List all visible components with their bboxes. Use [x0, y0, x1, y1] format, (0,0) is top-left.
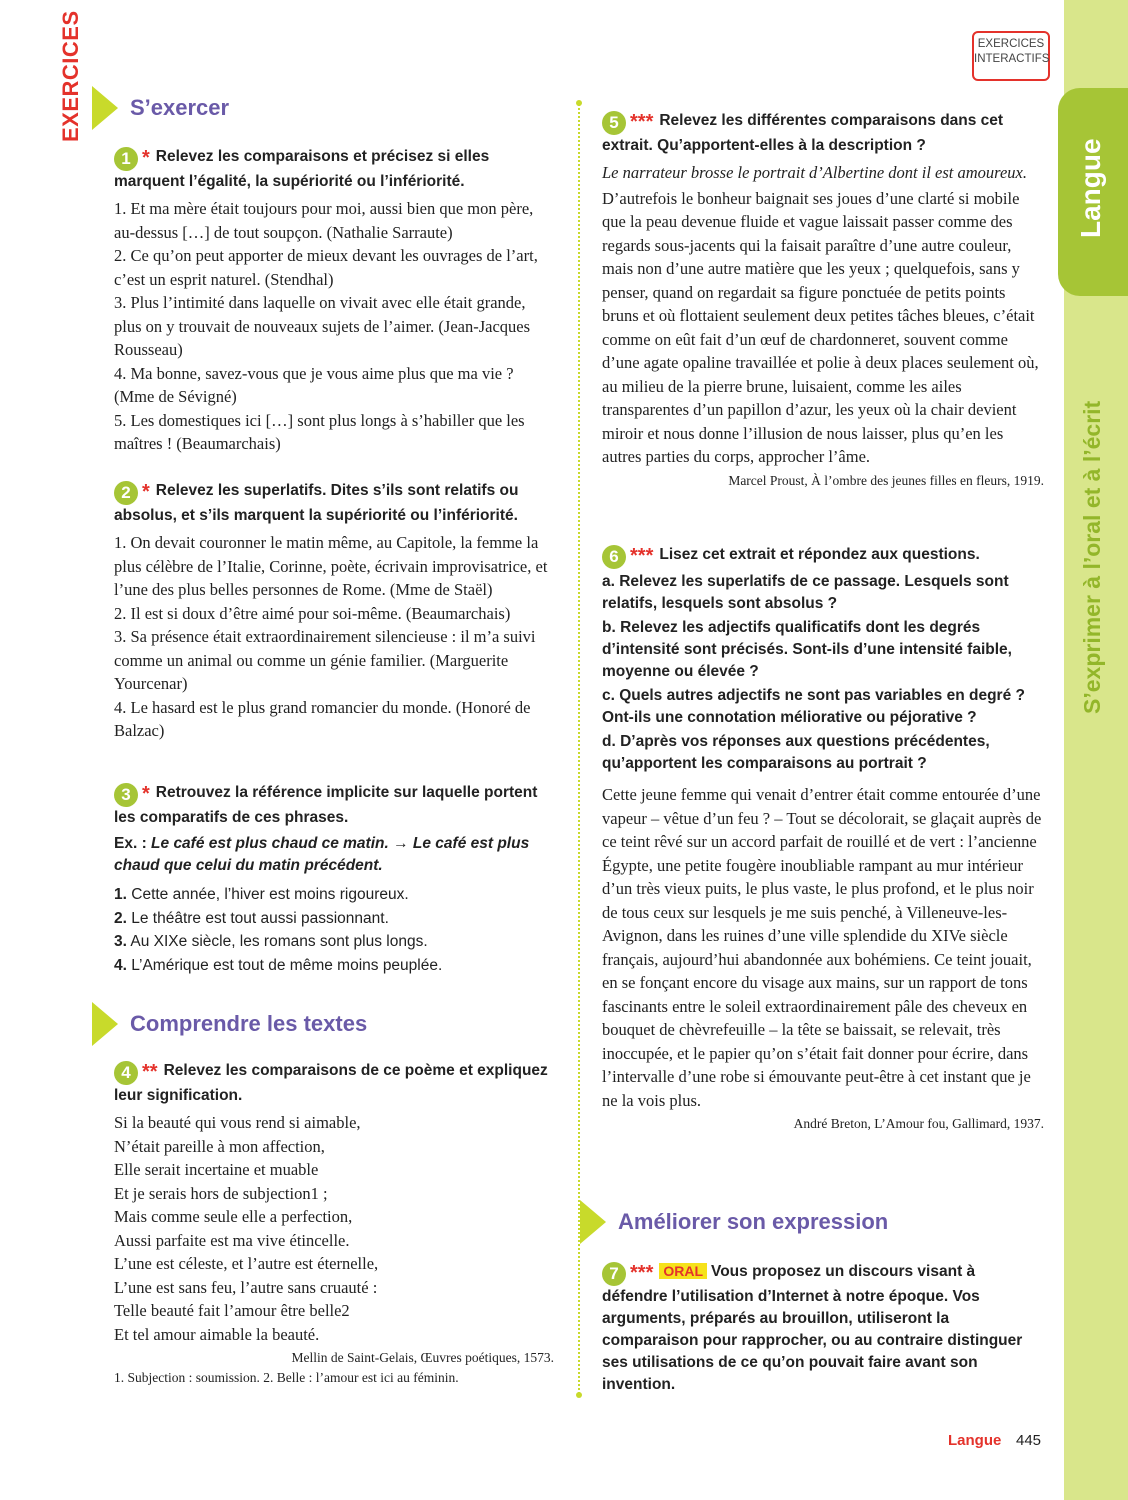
- page-number: 445: [1016, 1432, 1042, 1449]
- exercise-3-example: Ex. : Le café est plus chaud ce matin. → Le café est plus chaud que celui du matin précédent.: [114, 835, 530, 874]
- exercise-6: [602, 544, 1044, 1134]
- question: d. D’après vos réponses aux questions précédentes, qu’apportent les comparaisons au portrait ?: [602, 733, 990, 772]
- exercise-1-instruction: 1 * Relevez les comparaisons et précisez si elles marquent l’égalité, la supériorité ou l’infériorité.: [114, 147, 490, 190]
- list-item: 3. Sa présence était extraordinairement silencieuse : il m’a suivi comme un animal ou comme un génie familier. (Marguerite Yourcenar): [114, 627, 536, 693]
- poem-source: Mellin de Saint-Gelais, Œuvres poétiques, 1573.: [291, 1350, 554, 1365]
- difficulty-stars: ***: [630, 1262, 654, 1284]
- sidebar-section-title: S’exprimer à l’oral et à l’écrit: [1079, 400, 1105, 714]
- exercise-number-badge: 7: [602, 1262, 626, 1286]
- exercise-number-badge: 5: [602, 111, 626, 135]
- list-item: 3. Au XIXe siècle, les romans sont plus longs.: [114, 933, 428, 950]
- difficulty-stars: *: [142, 783, 150, 805]
- exercise-4: [114, 1060, 554, 1388]
- section-sexercer: [92, 86, 229, 130]
- tab-langue[interactable]: [1058, 88, 1128, 296]
- exercise-3-items: [114, 883, 554, 977]
- exercise-6-instruction: 6 *** Lisez cet extrait et répondez aux questions.: [602, 544, 1044, 569]
- difficulty-stars: *: [142, 481, 150, 503]
- exercise-2: [114, 480, 554, 743]
- list-item: 4. Ma bonne, savez-vous que je vous aime plus que ma vie ? (Mme de Sévigné): [114, 363, 514, 406]
- poem-line: Et tel amour aimable la beauté.: [114, 1324, 320, 1344]
- exercise-3-instruction: 3 * Retrouvez la référence implicite sur laquelle portent les comparatifs de ces phrases.: [114, 783, 538, 826]
- poem-line: Aussi parfaite est ma vive étincelle.: [114, 1230, 350, 1250]
- exercise-1: [114, 146, 554, 456]
- poem-line: Telle beauté fait l’amour être belle2: [114, 1301, 350, 1320]
- excerpt-intro: Le narrateur brosse le portrait d’Albertine dont il est amoureux.: [602, 163, 1027, 182]
- section-title: Comprendre les textes: [130, 1011, 368, 1036]
- poem: [114, 1111, 554, 1346]
- exercise-number-badge: 2: [114, 481, 138, 505]
- poem-line: Elle serait incertaine et muable: [114, 1160, 319, 1179]
- exercise-2-items: [114, 531, 554, 743]
- section-ameliorer: [580, 1200, 888, 1244]
- poem-line: Et je serais hors de subjection1 ;: [114, 1183, 328, 1203]
- exercise-3: [114, 782, 554, 977]
- footer-label: Langue: [948, 1432, 1002, 1449]
- exercise-1-items: [114, 197, 554, 456]
- section-title: Améliorer son expression: [618, 1209, 889, 1234]
- difficulty-stars: **: [142, 1061, 158, 1083]
- list-item: 3. Plus l’intimité dans laquelle on vivait avec elle était grande, plus on y trouvait de nouveaux sujets de l’aimer. (Jean-Jacques Rousseau): [114, 293, 531, 359]
- exercise-number-badge: 3: [114, 783, 138, 807]
- tab-langue-label: Langue: [1075, 138, 1106, 238]
- exercices-interactifs-button[interactable]: EXERCICES INTERACTIFS: [972, 31, 1050, 81]
- poem-line: Si la beauté qui vous rend si aimable,: [114, 1113, 361, 1132]
- list-item: 1. Cette année, l’hiver est moins rigoureux.: [114, 886, 409, 903]
- difficulty-stars: *: [142, 147, 150, 169]
- question: c. Quels autres adjectifs ne sont pas variables en degré ? Ont-ils une connotation méliorative ou péjorative ?: [602, 687, 1025, 726]
- list-item: 1. On devait couronner le matin même, au Capitole, la femme la plus célèbre de l’Italie, Corinne, poète, écrivain improvisatrice, et l’une des plus belles personnes de Rome. (Mme de Staël): [114, 533, 548, 599]
- exercise-7-instruction: 7 *** ORAL Vous proposez un discours visant à défendre l’utilisation d’Internet à notre époque. Vos arguments, préparés au brouillon, utiliseront la comparaison pour rapprocher, ou au contraire distinguer ses utilisations de ce qu’on pouvait faire avant son invention.: [602, 1262, 1023, 1393]
- list-item: 2. Le théâtre est tout aussi passionnant.: [114, 909, 389, 927]
- exercise-2-instruction: 2 * Relevez les superlatifs. Dites s’ils sont relatifs ou absolus, et s’ils marquent la supériorité ou l’infériorité.: [114, 481, 519, 524]
- list-item: 2. Ce qu’on peut apporter de mieux devant les ouvrages de l’art, c’est un esprit naturel. (Stendhal): [114, 246, 538, 289]
- exercise-number-badge: 1: [114, 147, 138, 171]
- exercise-number-badge: 6: [602, 545, 626, 569]
- exercise-4-instruction: 4 ** Relevez les comparaisons de ce poème et expliquez leur signification.: [114, 1061, 548, 1104]
- excerpt-source: André Breton, L’Amour fou, Gallimard, 1937.: [793, 1116, 1044, 1131]
- poem-line: L’une est céleste, et l’autre est éternelle,: [114, 1254, 379, 1273]
- exercise-7: [602, 1260, 1044, 1396]
- excerpt-text: Cette jeune femme qui venait d’entrer était comme entourée d’une vapeur – vêtue d’un feu ? – Tout se décolorait, se glaçait auprès de ce teint rêvé sur un accord parfait de rouillé et de vert : l’ancienne Égypte, une petite fougère inoubliable rampant au mur intérieur d’un très vieux puits, le plus vaste, le plus profond, et le plus noir de tous ceux sur lesquels je me suis penché, à Villeneuve-les-Avignon, dans les ruines d’une ville splendide du XIVe siècle français, aujourd’hui abandonnée aux bohémiens. Ce teint jouait, en se fonçant encore du visage aux mains, sur un rapport de tons fascinants entre le soleil extraordinairement pâle des cheveux en bouquet de chèvrefeuille – la tête se baissait, se relevait, très inoccupée, et le papier qu’on s’était fait donner pour écrire, dans l’intervalle d’une robe si émouvante peut-être à cet instant que je ne la vois plus.: [602, 785, 1042, 1110]
- oral-badge: ORAL: [659, 1263, 707, 1279]
- poem-line: L’une est sans feu, l’autre sans cruauté :: [114, 1277, 378, 1297]
- difficulty-stars: ***: [630, 111, 654, 133]
- section-title: S’exercer: [130, 95, 230, 120]
- exercise-5: [602, 110, 1044, 491]
- section-comprendre: [92, 1002, 367, 1046]
- question: a. Relevez les superlatifs de ce passage. Lesquels sont relatifs, lesquels sont absolus ?: [602, 573, 1009, 612]
- triangle-icon: [580, 1200, 606, 1244]
- excerpt-source: Marcel Proust, À l’ombre des jeunes filles en fleurs, 1919.: [728, 472, 1044, 488]
- exercise-number-badge: 4: [114, 1061, 138, 1085]
- list-item: 1. Et ma mère était toujours pour moi, aussi bien que mon père, au-dessus […] de tout soupçon. (Nathalie Sarraute): [114, 199, 534, 242]
- poem-line: Mais comme seule elle a perfection,: [114, 1207, 353, 1226]
- difficulty-stars: ***: [630, 545, 654, 567]
- list-item: 5. Les domestiques ici […] sont plus longs à s’habiller que les maîtres ! (Beaumarchais): [114, 410, 525, 453]
- exercices-label: EXERCICES: [58, 10, 83, 142]
- poem-line: N’était pareille à mon affection,: [114, 1136, 325, 1156]
- exercise-5-instruction: 5 *** Relevez les différentes comparaisons dans cet extrait. Qu’apportent-elles à la description ?: [602, 111, 1004, 154]
- triangle-icon: [92, 1002, 118, 1046]
- list-item: 4. Le hasard est le plus grand romancier du monde. (Honoré de Balzac): [114, 697, 531, 740]
- list-item: 2. Il est si doux d’être aimé pour soi-même. (Beaumarchais): [114, 603, 511, 623]
- footnotes: 1. Subjection : soumission. 2. Belle : l’amour est ici au féminin.: [114, 1370, 459, 1385]
- list-item: 4. L’Amérique est tout de même moins peuplée.: [114, 956, 443, 974]
- triangle-icon: [92, 86, 118, 130]
- question: b. Relevez les adjectifs qualificatifs dont les degrés d’intensité sont précisés. Sont-ils d’une intensité faible, moyenne ou élevée ?: [602, 619, 1012, 680]
- excerpt-text: D’autrefois le bonheur baignait ses joues d’une clarté si mobile que la peau devenue fluide et vague laissait passer comme des regards sous-jacents qui la faisait paraître d’une autre couleur, mais non d’une autre matière que les yeux ; quelquefois, sans y penser, quand on regardait sa figure ponctuée de petits points bruns et où flottaient seulement deux petites tâches bleues, c’était comme on eût fait d’un œuf de chardonneret, souvent comme d’une agate opaline travaillée et polie à deux places seulement où, au milieu de la pierre brune, luisaient, comme les ailes transparentes d’un papillon d’azur, les yeux où la chair devient miroir et nous donne l’illusion de nous laisser, plus qu’en les autres parties du corps, approcher l’âme.: [602, 188, 1039, 466]
